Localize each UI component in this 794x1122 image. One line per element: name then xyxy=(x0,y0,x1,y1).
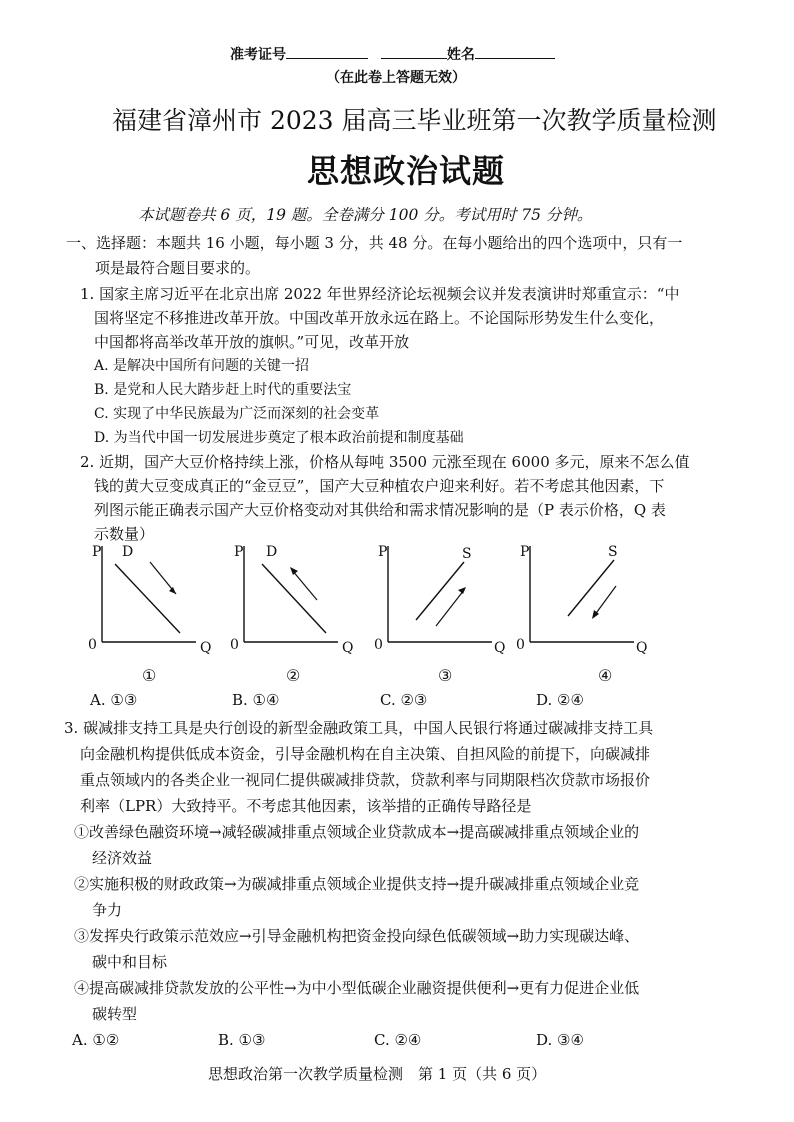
q2-line: 钱的黄大豆变成真正的“金豆豆”，国产大豆种植农户迎来利好。若不考虑其他因素，下 xyxy=(94,477,665,495)
arrow-shaft xyxy=(292,570,317,600)
arrow-head xyxy=(169,587,176,594)
graph-number: ④ xyxy=(598,666,613,685)
p-label: P xyxy=(378,544,388,560)
q-label: Q xyxy=(494,640,506,656)
q-label: Q xyxy=(200,640,212,656)
exam-number-field-2[interactable] xyxy=(381,44,447,59)
q1-option-a[interactable]: A. 是解决中国所有问题的关键一招 xyxy=(94,358,310,374)
q2-answer-c[interactable]: C. ②③ xyxy=(380,691,428,709)
p-label: P xyxy=(92,544,102,560)
q3-item-cont: 碳中和目标 xyxy=(92,953,168,971)
exam-info: 本试题卷共 6 页，19 题。全卷满分 100 分。考试用时 75 分钟。 xyxy=(138,206,593,224)
q3-line: 向金融机构提供低成本资金，引导金融机构在自主决策、自担风险的前提下，向碳减排 xyxy=(80,745,651,763)
origin-label: 0 xyxy=(516,637,525,653)
name-label: 姓名 xyxy=(446,47,475,63)
q1-line: 1. 国家主席习近平在北京出席 2022 年世界经济论坛视频会议并发表演讲时郑重宣示：“中 xyxy=(80,285,680,303)
exam-number-label: 准考证号 xyxy=(230,47,286,63)
arrow-shaft xyxy=(436,590,464,626)
p-label: P xyxy=(520,544,530,560)
q1-line: 中国都将高举改革开放的旗帜。”可见，改革开放 xyxy=(94,333,410,351)
graph-2 xyxy=(232,540,362,690)
q2-answer-d[interactable]: D. ②④ xyxy=(536,691,584,709)
curve-label: S xyxy=(608,544,618,560)
q1-line: 国将坚定不移推进改革开放。中国改革开放永远在路上。不论国际形势发生什么变化， xyxy=(94,309,665,327)
arrow-head xyxy=(290,567,298,575)
q3-answer-c[interactable]: C. ②④ xyxy=(374,1031,422,1049)
origin-label: 0 xyxy=(374,637,383,653)
section-heading: 一、选择题：本题共 16 小题，每小题 3 分，共 48 分。在每小题给出的四个选项中，只有一 xyxy=(66,234,683,252)
q3-answer-b[interactable]: B. ①③ xyxy=(218,1031,266,1049)
answer-notice: （在此卷上答题无效） xyxy=(326,70,466,86)
q3-item-cont: 经济效益 xyxy=(92,849,153,867)
q1-option-b[interactable]: B. 是党和人民大踏步赶上时代的重要法宝 xyxy=(94,382,352,398)
supply-curve xyxy=(416,562,464,620)
exam-header xyxy=(230,44,555,65)
q3-line: 3. 碳减排支持工具是央行创设的新型金融政策工具，中国人民银行将通过碳减排支持工具 xyxy=(64,719,654,737)
exam-title: 福建省漳州市 2023 届高三毕业班第一次教学质量检测 xyxy=(112,106,717,135)
q2-line: 列图示能正确表示国产大豆价格变动对其供给和需求情况影响的是（P 表示价格，Q 表 xyxy=(94,501,666,519)
q3-item-cont: 争力 xyxy=(92,901,123,919)
graph-number: ② xyxy=(286,666,301,685)
page-footer: 思想政治第一次教学质量检测 第 1 页（共 6 页） xyxy=(208,1065,547,1083)
q3-item-cont: 碳转型 xyxy=(92,1005,138,1023)
origin-label: 0 xyxy=(88,637,97,653)
demand-curve xyxy=(115,564,180,633)
arrow-shaft xyxy=(594,586,616,616)
q1-option-d[interactable]: D. 为当代中国一切发展进步奠定了根本政治前提和制度基础 xyxy=(94,430,464,446)
q3-item: ④提高碳减排贷款发放的公平性→为中小型低碳企业融资提供便利→更有力促进企业低 xyxy=(74,979,640,997)
graph-1 xyxy=(90,540,220,690)
graph-number: ③ xyxy=(438,666,453,685)
section-heading-cont: 项是最符合题目要求的。 xyxy=(95,259,261,277)
arrow-head xyxy=(458,587,466,594)
q-label: Q xyxy=(342,640,354,656)
q3-answer-d[interactable]: D. ③④ xyxy=(536,1031,584,1049)
curve-label: S xyxy=(462,546,472,562)
origin-label: 0 xyxy=(230,637,239,653)
graph-4-svg xyxy=(518,540,648,690)
graph-number: ① xyxy=(142,666,157,685)
curve-label: D xyxy=(266,544,278,560)
curve-label: D xyxy=(122,544,134,560)
q3-item: ③发挥央行政策示范效应→引导金融机构把资金投向绿色低碳领域→助力实现碳达峰、 xyxy=(74,927,640,945)
q2-line: 示数量） xyxy=(94,525,155,543)
q1-option-c[interactable]: C. 实现了中华民族最为广泛而深刻的社会变革 xyxy=(94,406,380,422)
q3-line: 重点领域内的各类企业一视同仁提供碳减排贷款，贷款利率与同期限档次贷款市场报价 xyxy=(80,771,651,789)
q2-line: 2. 近期，国产大豆价格持续上涨，价格从每吨 3500 元涨至现在 6000 多元，原来不怎么值 xyxy=(80,453,690,471)
q3-answer-a[interactable]: A. ①② xyxy=(72,1031,120,1049)
q-label: Q xyxy=(636,640,648,656)
exam-number-field[interactable] xyxy=(286,44,368,59)
supply-curve xyxy=(568,560,614,616)
q2-answer-b[interactable]: B. ①④ xyxy=(232,691,280,709)
name-field[interactable] xyxy=(475,44,555,59)
p-label: P xyxy=(234,544,244,560)
q3-line: 利率（LPR）大致持平。不考虑其他因素，该举措的正确传导路径是 xyxy=(80,797,532,815)
graph-3 xyxy=(376,540,506,690)
q2-answer-a[interactable]: A. ①③ xyxy=(90,691,138,709)
q3-item: ②实施积极的财政政策→为碳减排重点领域企业提供支持→提升碳减排重点领域企业竞 xyxy=(74,875,640,893)
subject-title: 思想政治试题 xyxy=(307,152,506,190)
q3-item: ①改善绿色融资环境→减轻碳减排重点领域企业贷款成本→提高碳减排重点领域企业的 xyxy=(74,823,640,841)
graph-4 xyxy=(518,540,648,690)
